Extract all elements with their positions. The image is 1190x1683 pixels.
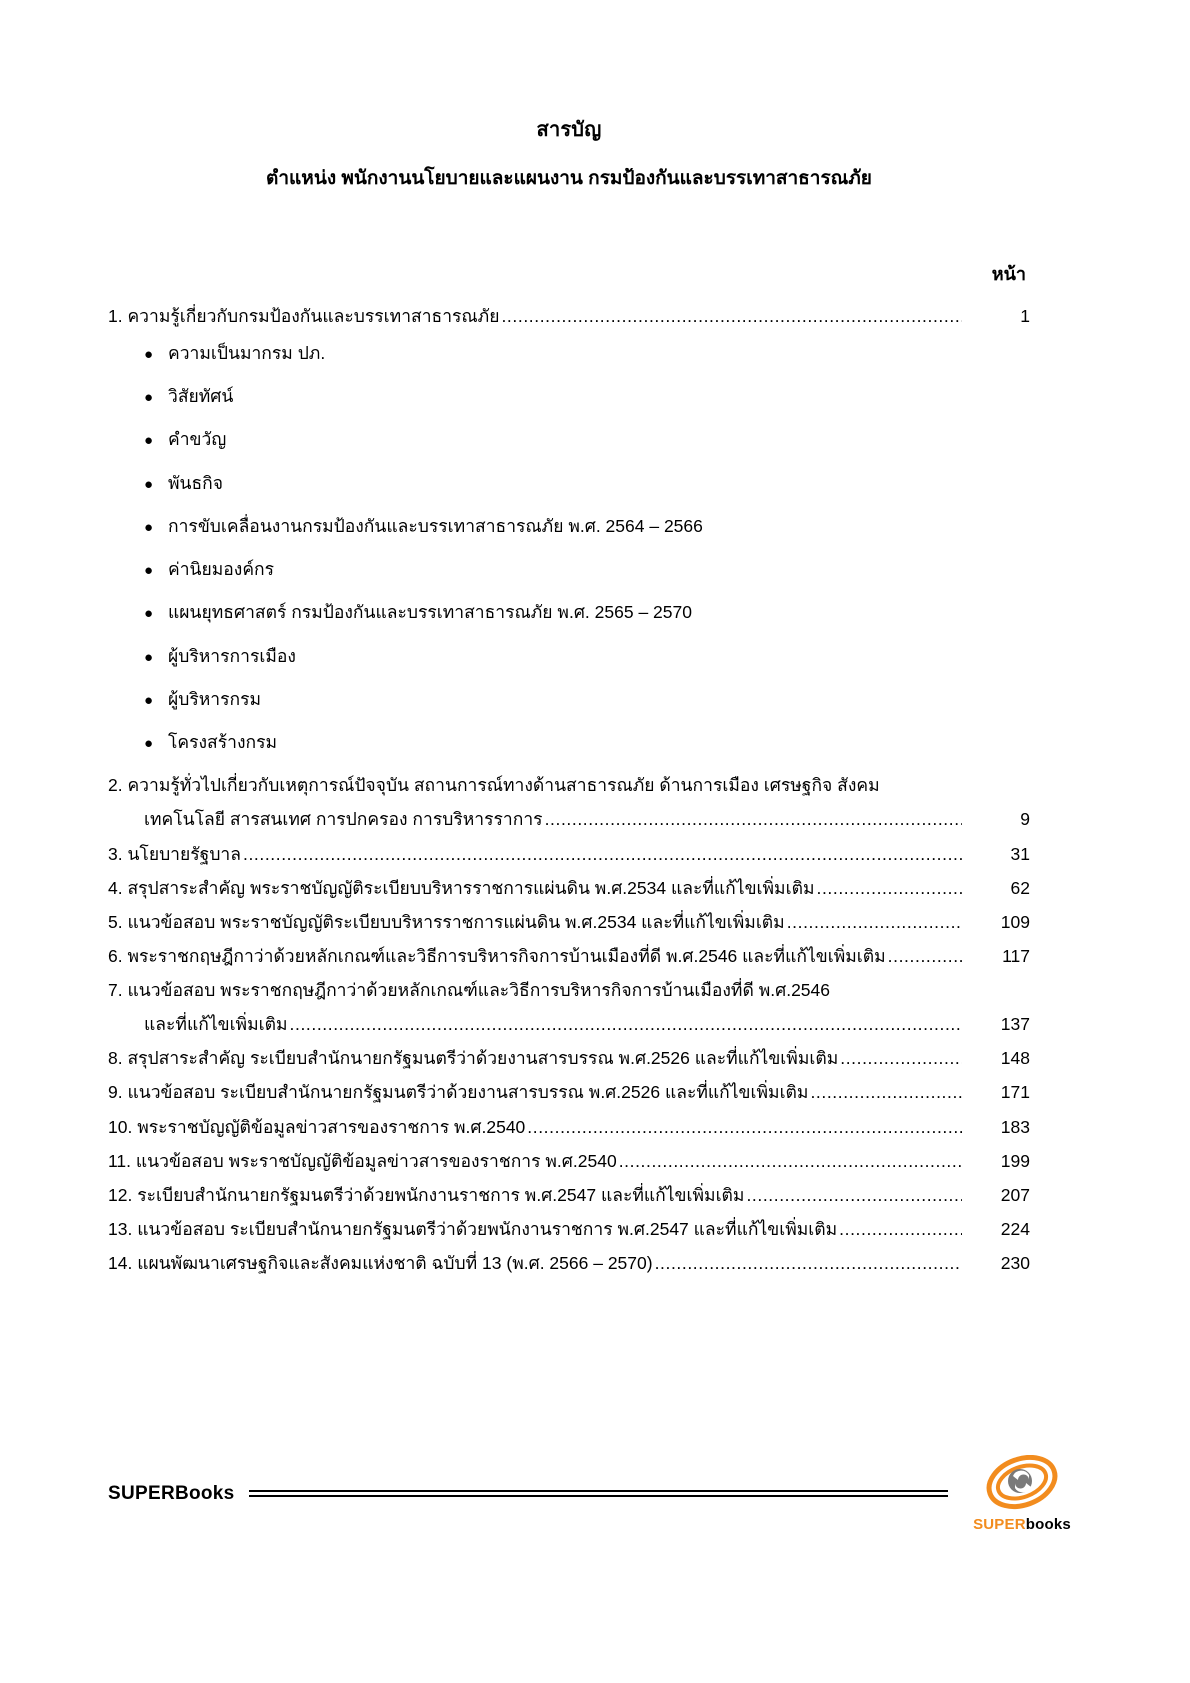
toc-entry-page: 117 xyxy=(1002,945,1030,966)
list-item-label: แผนยุทธศาสตร์ กรมป้องกันและบรรเทาสาธารณภัย พ.ศ. 2565 – 2570 xyxy=(168,602,692,623)
toc-leader xyxy=(746,1190,962,1209)
toc-entry-text: 12. ระเบียบสำนักนายกรัฐมนตรีว่าด้วยพนักงานราชการ พ.ศ.2547 และที่แก้ไขเพิ่มเติม xyxy=(108,1184,745,1205)
page-subtitle: ตำแหน่ง พนักงานนโยบายและแผนงาน กรมป้องกันและบรรเทาสาธารณภัย xyxy=(266,168,872,189)
bullet-icon: ● xyxy=(144,691,154,709)
toc-entry-text: 4. สรุปสาระสำคัญ พระราชบัญญัติระเบียบบริหารราชการแผ่นดิน พ.ศ.2534 และที่แก้ไขเพิ่มเติม xyxy=(108,877,815,898)
toc-leader xyxy=(501,311,962,330)
footer-brand-books: Books xyxy=(174,1483,235,1504)
toc-entry-page: 31 xyxy=(1010,843,1030,864)
toc-entry-page: 224 xyxy=(1000,1218,1030,1239)
list-item-label: ผู้บริหารการเมือง xyxy=(168,645,296,666)
toc-entry-text: 14. แผนพัฒนาเศรษฐกิจและสังคมแห่งชาติ ฉบับที่ 13 (พ.ศ. 2566 – 2570) xyxy=(108,1253,653,1274)
bullet-icon: ● xyxy=(144,562,154,580)
toc-entry[interactable] xyxy=(108,875,1030,902)
toc-entry-page: 171 xyxy=(1000,1082,1030,1103)
toc-entry[interactable] xyxy=(108,841,1030,868)
list-item[interactable] xyxy=(108,556,1030,582)
toc-leader xyxy=(527,1121,962,1140)
list-item[interactable] xyxy=(108,340,1030,366)
list-item-label: ค่านิยมองค์กร xyxy=(168,559,275,580)
bullet-icon: ● xyxy=(144,432,154,450)
toc-entry[interactable] xyxy=(108,772,1030,799)
toc-leader xyxy=(619,1156,962,1175)
list-item[interactable] xyxy=(108,643,1030,669)
page-content xyxy=(108,0,1030,1284)
bullet-icon: ● xyxy=(144,605,154,623)
toc-entry-text: 7. แนวข้อสอบ พระราชกฤษฎีกาว่าด้วยหลักเกณฑ์และวิธีการบริหารกิจการบ้านเมืองที่ดี พ.ศ.2546 xyxy=(108,980,830,1001)
toc-entry[interactable] xyxy=(108,303,1030,330)
toc-entry-page: 230 xyxy=(1000,1253,1030,1274)
list-item[interactable] xyxy=(108,686,1030,712)
toc-entry-text: 8. สรุปสาระสำคัญ ระเบียบสำนักนายกรัฐมนตรีว่าด้วยงานสารบรรณ พ.ศ.2526 และที่แก้ไขเพิ่มเติม xyxy=(108,1048,839,1069)
toc-entry[interactable] xyxy=(108,1250,1030,1277)
toc-entry-continuation[interactable] xyxy=(108,806,1030,833)
toc-entry-text: และที่แก้ไขเพิ่มเติม xyxy=(144,1014,288,1035)
toc-entry[interactable] xyxy=(108,1216,1030,1243)
page-column-header: หน้า xyxy=(991,263,1026,284)
toc-entry-page: 199 xyxy=(1000,1150,1030,1171)
toc-leader xyxy=(243,848,962,867)
toc-entry[interactable] xyxy=(108,943,1030,970)
list-item-label: การขับเคลื่อนงานกรมป้องกันและบรรเทาสาธารณภัย พ.ศ. 2564 – 2566 xyxy=(168,515,703,536)
toc-entry-text: เทคโนโลยี สารสนเทศ การปกครอง การบริหารราการ xyxy=(144,809,543,830)
superbooks-logo-text xyxy=(962,1516,1082,1533)
toc-leader xyxy=(655,1258,962,1277)
superbooks-logo-mark xyxy=(962,1455,1082,1515)
toc-leader xyxy=(290,1019,962,1038)
toc-entry[interactable] xyxy=(108,909,1030,936)
toc-entry-text: 11. แนวข้อสอบ พระราชบัญญัติข้อมูลข่าวสารของราชการ พ.ศ.2540 xyxy=(108,1150,617,1171)
toc-entry[interactable] xyxy=(108,1114,1030,1141)
list-item-label: วิสัยทัศน์ xyxy=(168,386,234,407)
toc-leader xyxy=(840,1053,962,1072)
list-item-label: พันธกิจ xyxy=(168,472,224,493)
bullet-icon: ● xyxy=(144,389,154,407)
list-item[interactable] xyxy=(108,729,1030,755)
toc-entry-text: 1. ความรู้เกี่ยวกับกรมป้องกันและบรรเทาสาธารณภัย xyxy=(108,305,500,326)
bullet-icon: ● xyxy=(144,345,154,363)
toc-entry[interactable] xyxy=(108,1182,1030,1209)
list-item-label: ผู้บริหารกรม xyxy=(168,688,262,709)
toc-entry[interactable] xyxy=(108,1148,1030,1175)
bullet-icon: ● xyxy=(144,475,154,493)
page-footer xyxy=(108,1455,1082,1533)
toc-entry-continuation[interactable] xyxy=(108,1011,1030,1038)
bullet-icon: ● xyxy=(144,648,154,666)
toc-entry-text: 9. แนวข้อสอบ ระเบียบสำนักนายกรัฐมนตรีว่าด้วยงานสารบรรณ พ.ศ.2526 และที่แก้ไขเพิ่มเติม xyxy=(108,1082,809,1103)
list-item[interactable] xyxy=(108,383,1030,409)
footer-brand-super: SUPER xyxy=(108,1483,175,1504)
toc-leader xyxy=(888,951,962,970)
toc-leader xyxy=(839,1224,962,1243)
toc-entry-page: 62 xyxy=(1010,877,1030,898)
list-item[interactable] xyxy=(108,513,1030,539)
toc-entry-text: 10. พระราชบัญญัติข้อมูลข่าวสารของราชการ พ.ศ.2540 xyxy=(108,1116,526,1137)
toc-sub-item-list xyxy=(108,340,1030,756)
page-title: สารบัญ xyxy=(536,119,602,141)
logo-text-books: books xyxy=(1025,1516,1071,1533)
toc-entry-text: 2. ความรู้ทั่วไปเกี่ยวกับเหตุการณ์ปัจจุบัน สถานการณ์ทางด้านสาธารณภัย ด้านการเมือง เศรษฐกิจ สังคม xyxy=(108,775,880,796)
toc-entry[interactable] xyxy=(108,1045,1030,1072)
toc-entry-text: 3. นโยบายรัฐบาล xyxy=(108,843,241,864)
list-item[interactable] xyxy=(108,470,1030,496)
toc-entry-page: 9 xyxy=(1020,809,1030,830)
list-item-label: โครงสร้างกรม xyxy=(168,732,278,753)
list-item-label: ความเป็นมากรม ปภ. xyxy=(168,342,326,363)
footer-brand xyxy=(108,1483,235,1505)
toc-leader xyxy=(787,917,962,936)
toc-entry-text: 6. พระราชกฤษฎีกาว่าด้วยหลักเกณฑ์และวิธีการบริหารกิจการบ้านเมืองที่ดี พ.ศ.2546 และที่แก้ไขเพิ่มเติม xyxy=(108,945,886,966)
toc-leader xyxy=(545,814,962,833)
logo-text-super: SUPER xyxy=(973,1516,1026,1533)
table-of-contents xyxy=(108,303,1030,1278)
bullet-icon: ● xyxy=(144,735,154,753)
toc-entry-page: 137 xyxy=(1000,1014,1030,1035)
toc-leader xyxy=(832,985,962,1004)
list-item[interactable] xyxy=(108,599,1030,625)
toc-entry-page: 207 xyxy=(1000,1184,1030,1205)
toc-leader xyxy=(810,1087,962,1106)
superbooks-logo xyxy=(962,1455,1082,1533)
toc-entry-page: 1 xyxy=(1020,305,1030,326)
toc-entry-page: 148 xyxy=(1000,1048,1030,1069)
toc-entry[interactable] xyxy=(108,977,1030,1004)
toc-entry-text: 5. แนวข้อสอบ พระราชบัญญัติระเบียบบริหารราชการแผ่นดิน พ.ศ.2534 และที่แก้ไขเพิ่มเติม xyxy=(108,911,785,932)
bullet-icon: ● xyxy=(144,518,154,536)
toc-entry-page: 109 xyxy=(1000,911,1030,932)
footer-divider xyxy=(249,1489,948,1499)
toc-entry-text: 13. แนวข้อสอบ ระเบียบสำนักนายกรัฐมนตรีว่าด้วยพนักงานราชการ พ.ศ.2547 และที่แก้ไขเพิ่มเติม xyxy=(108,1218,838,1239)
list-item[interactable] xyxy=(108,426,1030,452)
toc-leader xyxy=(882,780,962,799)
toc-leader xyxy=(816,883,962,902)
toc-entry[interactable] xyxy=(108,1079,1030,1106)
list-item-label: คำขวัญ xyxy=(168,429,227,450)
toc-entry-page: 183 xyxy=(1000,1116,1030,1137)
